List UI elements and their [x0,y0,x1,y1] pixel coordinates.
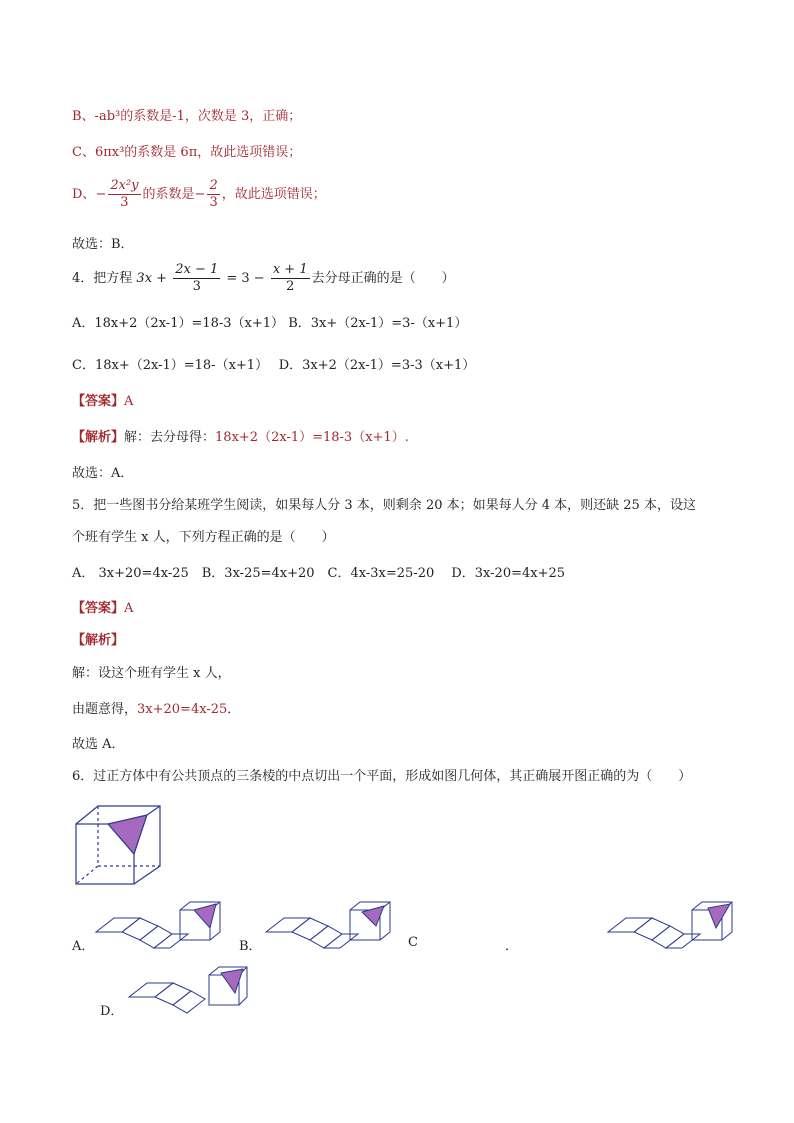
sol-d-fraction [108,178,140,211]
q4-analysis-text: 解：去分母得： [124,430,216,445]
q4-analysis-eq: 18x+2（2x-1）=18-3（x+1）. [215,430,409,445]
q5-line2-pre: 由题意得， [72,702,138,717]
q6-option-b-label: B． [239,939,262,954]
q5-answer-value: A [124,601,134,616]
q6-option-a-net[interactable] [92,898,222,950]
q4-answer-tag: 【答案】 [72,394,125,409]
q3-choice: 故选：B． [72,237,134,252]
q5-line2-post: ． [227,702,241,717]
q4-frac2-num: x + 1 [272,262,308,277]
q6-option-c-label: C [408,935,418,950]
q4-analysis-tag: 【解析】 [72,430,125,445]
q6-option-c-net[interactable] [604,898,734,950]
sol-d-val-den: 3 [209,195,218,210]
q4-frac1-den: 3 [192,279,201,294]
q4-frac1 [173,262,220,295]
q5-stem-line2: 个班有学生 x 人，下列方程正确的是（ ） [72,530,335,545]
q4-answer-value: A [124,394,134,409]
solution-line-c: C、6πx³的系数是 6π，故此选项错误； [72,145,302,160]
q4-stem-post: 去分母正确的是（ ） [311,271,455,286]
q6-option-a-label: A． [72,939,95,954]
q4-analysis [72,428,409,448]
q4-options-cd: C．18x+（2x-1）=18-（x+1） D．3x+2（2x-1）=3-3（x+1） [72,358,476,373]
sol-d-suffix: ，故此选项错误； [221,187,326,202]
sol-d-mid: 的系数是 [142,187,195,202]
cut-triangle-face [108,815,147,854]
q4-eq-b: = 3 − [226,271,265,286]
q4-answer [72,392,133,412]
q5-answer-tag: 【答案】 [72,601,125,616]
cube-hidden-edges [76,806,160,884]
cube-back-edges [76,806,160,884]
sol-d-val-num: 2 [209,178,218,193]
q5-analysis-line1: 解：设这个班有学生 x 人， [72,666,231,681]
sol-d-frac-den: 3 [120,195,129,210]
q4-frac2 [271,262,310,295]
q6-option-d-net[interactable] [125,963,250,1017]
q6-option-d-label: D． [100,1004,124,1019]
q4-choice: 故选：A． [72,466,134,481]
q5-analysis-tag: 【解析】 [72,633,125,648]
sol-d-frac-num: 2x²y [110,178,139,193]
q5-choice: 故选 A． [72,737,125,752]
q4-options-ab: A．18x+2（2x-1）=18-3（x+1） B．3x+（2x-1）=3-（x+1） [72,316,468,331]
q5-stem-line1: 5．把一些图书分给某班学生阅读，如果每人分 3 本，则剩余 20 本；如果每人分 4 本，则还缺 25 本，设这 [72,498,696,513]
q5-answer [72,599,133,619]
q6-option-c-dot: ． [505,939,519,954]
q4-frac2-den: 2 [286,279,295,294]
sol-d-value-fraction [207,178,219,211]
q6-option-b-net[interactable] [262,898,392,950]
q5-analysis-line2 [72,700,240,720]
q4-stem-pre: 4．把方程 [72,271,133,286]
q5-line2-eq: 3x+20=4x-25 [137,702,228,717]
q6-stem: 6．过正方体中有公共顶点的三条棱的中点切出一个平面，形成如图几何体，其正确展开图正确的为（ ） [72,769,692,784]
q4-stem [72,262,455,295]
solution-line-d: D、− $\frac{\text{2x²y}}{3}$ 的系数是− $\frac{2}{3}$ ，故此选项错误； [72,178,326,210]
solution-line-b: B、-ab³的系数是-1，次数是 3，正确； [72,109,302,124]
cut-cube-figure [72,800,172,892]
sol-d-prefix: D、 [72,187,96,202]
q5-options: A． 3x+20=4x-25 B．3x-25=4x+20 C．4x-3x=25-20 D．3x-20=4x+25 [72,566,566,581]
q4-frac1-num: 2x − 1 [175,262,219,277]
q4-eq-a: 3x + [136,271,168,286]
